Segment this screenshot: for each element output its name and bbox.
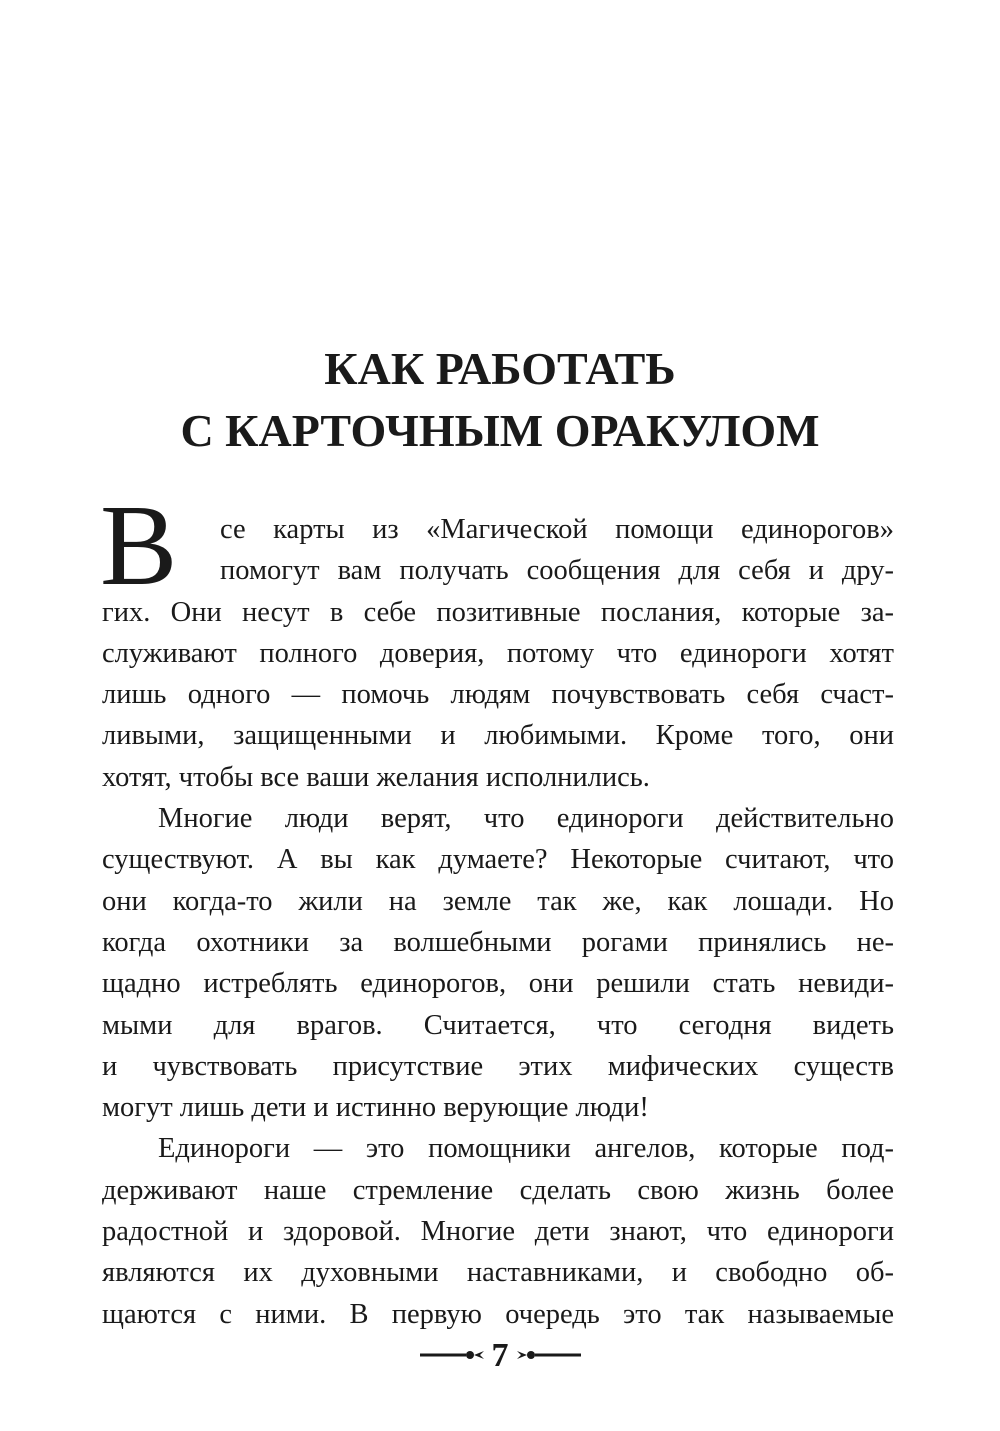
text-line: радостной и здоровой. Многие дети знают, что единороги <box>102 1216 894 1248</box>
body-text <box>102 509 894 1335</box>
text-line: и чувствовать присутствие этих мифических существ <box>102 1050 894 1082</box>
text-line: ливыми, защищенными и любимыми. Кроме того, они <box>102 720 894 752</box>
chapter-title <box>0 338 1000 462</box>
text-line: щаются с ними. В первую очередь это так называемые <box>102 1298 894 1330</box>
text-line: лишь одного — помочь людям почувствовать себя счаст- <box>102 679 894 711</box>
text-line: щадно истреблять единорогов, они решили стать невиди- <box>102 968 894 1000</box>
chapter-title-line-2: С КАРТОЧНЫМ ОРАКУЛОМ <box>180 405 820 456</box>
text-line: мыми для врагов. Считается, что сегодня видеть <box>102 1009 894 1041</box>
text-line: когда охотники за волшебными рогами принялись не- <box>102 926 894 958</box>
text-line: служивают полного доверия, потому что единороги хотят <box>102 637 894 669</box>
text-line: Единороги — это помощники ангелов, которые под- <box>158 1133 894 1165</box>
left-ornament-icon <box>420 1349 484 1361</box>
text-line: существуют. А вы как думаете? Некоторые считают, что <box>102 844 894 876</box>
text-line: гих. Они несут в себе позитивные послания, которые за- <box>102 596 894 628</box>
text-line: хотят, чтобы все ваши желания исполнились. <box>102 761 650 793</box>
page-footer <box>0 1334 1000 1378</box>
chapter-title-line-1: КАК РАБОТАТЬ <box>324 343 676 394</box>
drop-cap: В <box>100 482 178 610</box>
text-line: могут лишь дети и истинно верующие люди! <box>102 1092 649 1124</box>
text-line: помогут вам получать сообщения для себя и дру- <box>220 555 894 587</box>
right-ornament-icon <box>517 1349 581 1361</box>
text-line: се карты из «Магической помощи единорогов» <box>220 514 894 545</box>
text-line: являются их духовными наставниками, и свободно об- <box>102 1257 894 1289</box>
text-line: они когда-то жили на земле так же, как лошади. Но <box>102 885 894 917</box>
page-number: 7 <box>491 1337 509 1374</box>
text-line: держивают наше стремление сделать свою жизнь более <box>102 1174 894 1206</box>
text-line: Многие люди верят, что единороги действительно <box>158 803 894 835</box>
